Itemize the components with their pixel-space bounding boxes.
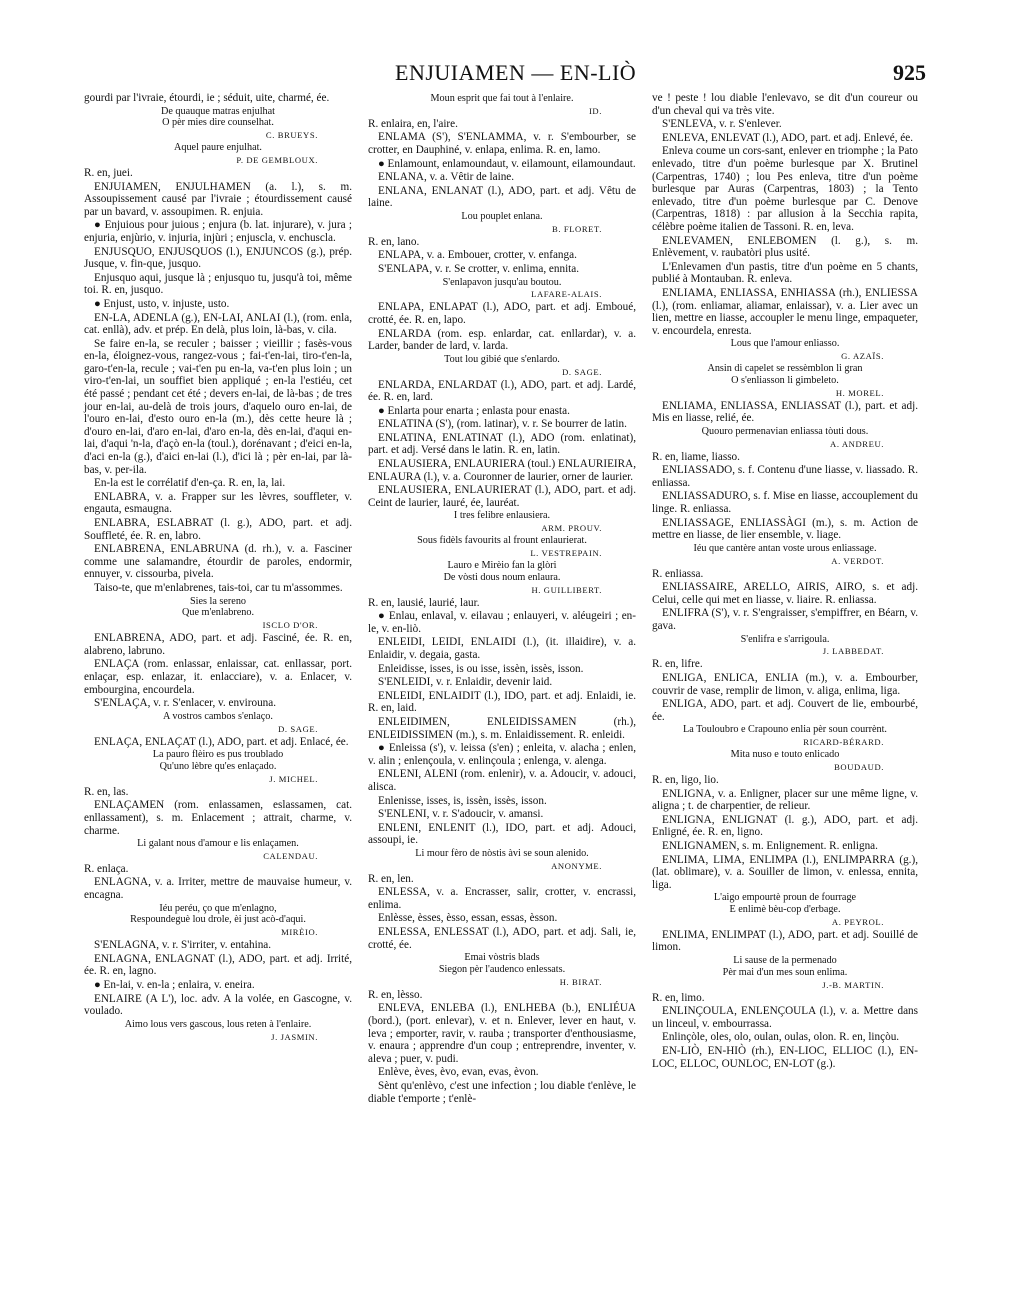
dictionary-entry: ENLEIDI, LEIDI, ENLAIDI (l.), (it. illaidire), v. a. Enlaidir, v. degaia, gasta. [368,636,636,661]
dictionary-entry: S'ENLAPA, v. r. Se crotter, v. enlima, ennita. [378,262,580,275]
dictionary-entry: ● Enlarta pour enarta ; enlasta pour enasta. [378,404,570,417]
dictionary-entry: R. en, las. [84,785,129,798]
column-left [84,92,352,1044]
dictionary-entry: ENLIASSADO, s. f. Contenu d'une liasse, v. liassado. R. enliassa. [652,464,918,489]
quotation [368,952,636,976]
quotation [84,106,352,130]
dictionary-entry: ENJUSQUO, ENJUSQUOS (l.), ENJUNCOS (g.), prép. Jusque, v. fin-que, jusquo. [84,245,352,271]
quotation-author: G. AZAÏS. [841,351,884,362]
quotation-line: Li galant nous d'amour e lis enlaçamen. [137,838,299,850]
quotation-line: La pauro flèiro es pus troublado [152,749,284,761]
dictionary-entry: S'ENLAGNA, v. r. S'irriter, v. entahina. [94,939,272,952]
dictionary-entry: EN-LIÒ, EN-HIÒ (rh.), EN-LIOC, ELLIOC (l.), EN-LOC, ELLOC, OUNLOC, EN-LOT (g.). [652,1045,918,1070]
dictionary-entry: ENLAPA, ENLAPAT (l.), ADO, part. et adj. Emboué, crotté, ée. R. en, lapo. [368,301,636,326]
quotation [368,510,636,522]
quotation [652,955,918,979]
dictionary-entry: ENLABRA, v. a. Frapper sur les lèvres, souffleter, v. engauta, esmaugna. [84,490,352,516]
quotation [652,338,918,350]
quotation-author: RICARD-BÉRARD. [803,737,884,748]
dictionary-entry: S'ENLEVA, v. r. S'enlever. [662,118,782,131]
quotation-line: Sies la sereno [189,595,247,607]
dictionary-entry: gourdi par l'ivraie, étourdi, ie ; séduit, uite, charmé, ée. [84,92,330,104]
quotation-author: J. JASMIN. [271,1031,318,1042]
quotation-line: Lous que l'amour enliasso. [730,338,840,350]
quotation-author: MIRÈIO. [281,927,318,938]
dictionary-entry: ● Enlau, enlaval, v. eilavau ; enlauyeri, v. aléugeiri ; en-le, v. en-liò. [368,610,636,635]
quotation-line: Mita nuso e touto enlicado [730,749,840,761]
dictionary-entry: R. en, liame, liasso. [652,450,740,463]
quotation [652,749,918,761]
quotation-author: A. ANDREU. [830,438,884,449]
dictionary-entry: ENLABRENA, ADO, part. et adj. Fasciné, ée. R. en, alabreno, labruno. [84,632,352,657]
dictionary-entry: ENLABRENA, ENLABRUNA (d. rh.), v. a. Fasciner comme une salamandre, étourdir de paroles, endormir, ennuyer, v. cissourba, pivela. [84,543,352,581]
dictionary-entry: ENLIMA, ENLIMPAT (l.), ADO, part. et adj. Souillé de limon. [652,928,918,954]
dictionary-entry: ENLENI, ENLENIT (l.), IDO, part. et adj. Adouci, assoupi, ie. [368,821,636,847]
dictionary-entry: ENLIASSAGE, ENLIASSÀGI (m.), s. m. Action de mettre en liasse, de lier ensemble, v. liage. [652,516,918,542]
dictionary-entry: ● Enlamount, enlamoundaut, v. eilamount, eilamoundaut. [378,157,636,170]
dictionary-entry: R. en, lifre. [652,658,703,671]
dictionary-entry: Enjusquo aqui, jusque là ; enjusquo tu, jusqu'à toi, même toi. R. en, jusquo. [84,271,352,297]
dictionary-entry: Enlèsse, èsses, èsso, essan, essas, èsson. [378,912,558,925]
quotation [368,211,636,223]
dictionary-entry: Enlève, èves, èvo, evan, evas, èvon. [378,1066,539,1079]
quotation-author: ARM. PROUV. [541,523,602,534]
dictionary-entry: ENLANA, v. a. Vêtir de laine. [378,171,515,184]
dictionary-entry: EN-LA, ADENLA (g.), EN-LAI, ANLAI (l.), (rom. enla, cat. enllà), adv. et prép. En delà, plus loin, là-bas, v. cila. [84,311,352,337]
dictionary-entry: L'Enlevamen d'un pastis, titre d'un poème en 5 chants, publié à Montauban. R. enleva. [652,260,918,286]
dictionary-entry: Sènt qu'enlèvo, c'est une infection ; lou diable t'enlève, le diable t'emporte ; t'enlè- [368,1080,636,1105]
dictionary-entry: S'ENLEIDI, v. r. Enlaidir, devenir laid. [378,676,553,689]
dictionary-entry: R. enliassa. [652,567,704,580]
quotation-author: P. DE GEMBLOUX. [236,154,318,165]
quotation-author: H. MOREL. [835,387,884,398]
dictionary-entry: ENLIGNA, v. a. Enligner, placer sur une même ligne, v. aligna ; t. de charpentier, de relieur. [652,787,918,813]
quotation-author: D. SAGE. [562,366,602,377]
dictionary-entry: R. en, ligo, lio. [652,773,719,786]
quotation-author: C. BRUEYS. [265,130,318,141]
quotation-line: Ansin di capelet se ressèmblon li gran [707,363,863,375]
quotation [84,596,352,620]
dictionary-entry: ENLABRA, ESLABRAT (l. g.), ADO, part. et adj. Souffleté, ée. R. en, labro. [84,517,352,542]
quotation [84,749,352,773]
dictionary-entry: ENLENI, ALENI (rom. enlenir), v. a. Adoucir, v. adouci, alisca. [368,768,636,793]
column-right [652,92,918,1071]
dictionary-entry: ENLATINA, ENLATINAT (l.), ADO (rom. enlatinat), part. et adj. Versé dans le latin. R. en, latin. [368,431,636,457]
dictionary-entry: R. enlaça. [84,862,129,875]
quotation-author: BOUDAUD. [834,761,884,772]
quotation-author: L. VESTREPAIN. [530,548,602,559]
dictionary-entry: ENLIGA, ADO, part. et adj. Couvert de lie, embourbé, ée. [652,698,918,723]
quotation [84,838,352,850]
quotation-author: A. VERDOT. [831,555,884,566]
dictionary-entry: ENLAPA, v. a. Embouer, crotter, v. enfanga. [378,249,577,262]
dictionary-entry: R. en, lano. [368,235,420,248]
quotation [368,535,636,547]
quotation-line: Lauro e Mirèio fan la glòri [447,560,557,572]
quotation-line: Iéu que cantère antan voste urous enliassage. [693,542,877,554]
quotation [652,634,918,646]
quotation-line: Quouro permenavian enliassa tòuti dous. [701,425,869,437]
quotation-line: Siegon pèr l'audenco enlessats. [438,964,566,976]
dictionary-entry: ENLIASSADURO, s. f. Mise en liasse, accouplement du linge. R. enliassa. [652,490,918,516]
quotation-author: H. GUILLIBERT. [531,584,602,595]
dictionary-entry: ENLAUSIERA, ENLAURIERA (toul.) ENLAURIEIRA, ENLAURA (l.), v. a. Couronner de laurier, orner de laurier. [368,458,636,483]
quotation-line: O s'enliasson li gimbeleto. [731,374,839,386]
dictionary-entry: S'ENLENI, v. r. S'adoucir, v. amansi. [378,808,544,821]
quotation [652,543,918,555]
dictionary-entry: ENJUIAMEN, ENJULHAMEN (a. l.), s. m. Assoupissement causé par l'ivraie ; étourdissement causé par un bavard, v. assoupimen. R. enjuia. [84,180,352,218]
dictionary-entry: ENLAGNA, v. a. Irriter, mettre de mauvaise humeur, v. encagna. [84,876,352,902]
quotation-line: Qu'uno lèbre qu'es enlaçado. [159,760,277,772]
page-number: 925 [893,60,926,85]
quotation-line: Moun esprit que fai tout à l'enlaire. [430,93,574,104]
running-title: ENJUIAMEN — EN-LIÒ [395,60,637,85]
column-middle [368,92,636,1106]
dictionary-entry: ENLEIDIMEN, ENLEIDISSAMEN (rh.), ENLEIDISSIMEN (m.), s. m. Enlaidissement. R. enleidi. [368,715,636,741]
quotation-line: De vòsti dous noum enlaura. [443,571,561,583]
dictionary-entry: ENLIGNAMEN, s. m. Enlignement. R. enligna. [662,839,878,852]
dictionary-entry: R. en, lausié, laurié, laur. [368,596,480,609]
dictionary-entry: ENLEVA, ENLEBA (l.), ENLHEBA (b.), ENLIÉUA (bord.), (port. enlevar), v. et n. Enlever, lever en haut, v. leva ; emporter, ravir, v. rauba ; transporter d'enthousiasme, v. enaura ; apprendre d'un coup ; entreprendre, inventer, v. aleva ; puer, v. pudi. [368,1002,636,1065]
dictionary-entry: ENLEIDI, ENLAIDIT (l.), IDO, part. et adj. Enlaidi, ie. R. en, laid. [368,689,636,715]
quotation [84,142,352,154]
quotation-line: Aquel paure enjulhat. [174,142,262,154]
quotation-line: Li sause de la permenado [733,955,837,967]
quotation-author: H. BIRAT. [559,976,602,987]
dictionary-entry: Enleidisse, isses, is ou isse, issèn, issès, isson. [378,662,584,675]
dictionary-entry: ENLINÇOULA, ENLENÇOULA (l.), v. a. Mettre dans un linceul, v. embourrassa. [652,1005,918,1030]
dictionary-entry: ENLIMA, LIMA, ENLIMPA (l.), ENLIMPARRA (g.), (lat. oblimare), v. a. Souiller de limon, v. enlessa, ennita, liga. [652,853,918,891]
dictionary-entry: ENLAÇA, ENLAÇAT (l.), ADO, part. et adj. Enlacé, ée. [94,735,349,748]
quotation-author: D. SAGE. [278,723,318,734]
quotation-author: J.-B. MARTIN. [822,979,884,990]
dictionary-entry: ENLIAMA, ENLIASSA, ENHIASSA (rh.), ENLIESSA (l.), (rom. enliamar, aliamar, enlaissar), v. a. Lier avec un lien, mettre en liasse, accoupler le menu linge, empaqueter, v. encourdela, enresta. [652,286,918,337]
quotation-line: S'enlapavon jusqu'au boutou. [442,276,562,288]
dictionary-entry: R. en, limo. [652,991,705,1004]
quotation [84,903,352,927]
quotation [368,560,636,584]
quotation-line: Respoundeguè lou drole, èi just acò-d'aqui. [130,914,306,926]
quotation [368,354,636,366]
quotation [652,363,918,387]
dictionary-entry: ENLIFRA (S'), v. r. S'engraisser, s'empiffrer, en Béarn, v. gava. [652,607,918,632]
dictionary-entry: ENLAIRE (A L'), loc. adv. A la volée, en Gascogne, v. voulado. [84,992,352,1018]
quotation-author: ANONYME. [551,860,602,871]
dictionary-entry: ● En-lai, v. en-la ; enlaira, v. eneira. [94,979,255,992]
dictionary-entry: ENLAMA (S'), S'ENLAMMA, v. r. S'embourber, se crotter, en Dauphiné, v. enlapa, enlima. R. en, lamo. [368,131,636,156]
dictionary-entry: Enleva coume un cors-sant, enlever en triomphe ; la Pato enlevado, titre d'un poème burlesque par X. Brutinel (Carpentras, 1740) ; lou Pes enleva, titre d'un poème burlesque par Auras (Carpentras, 1803) ; la Tento enlevado, titre d'un poème burlesque par C. Denove (Carpentras, 1818) : par allusion à la Secchia rapita, célèbre poème italien de Tassoni. R. en, leva. [652,145,918,233]
dictionary-entry: ENLAGNA, ENLAGNAT (l.), ADO, part. et adj. Irrité, ée. R. en, lagno. [84,952,352,978]
quotation [652,426,918,438]
dictionary-entry: R. enlaira, en, l'aire. [368,117,458,130]
quotation-line: Iéu peréu, ço que m'enlagno, [159,902,277,914]
dictionary-entry: Enlenisse, isses, is, issèn, issès, isson. [378,794,547,807]
dictionary-entry: ENLANA, ENLANAT (l.), ADO, part. et adj. Vêtu de laine. [368,184,636,210]
dictionary-entry: ENLAUSIERA, ENLAURIERAT (l.), ADO, part. et adj. Ceint de laurier, lauré, ée, lauréat. [368,484,636,509]
dictionary-entry: ENLESSA, ENLESSAT (l.), ADO, part. et adj. Sali, ie, crotté, ée. [368,926,636,951]
dictionary-entry: ve ! peste ! lou diable l'enlevavo, se dit d'un coureur ou d'un cheval qui va très vite. [652,92,918,117]
dictionary-entry: ● Enleissa (s'), v. leissa (s'en) ; enleita, v. alacha ; enlen, v. alin ; enlençoula, v. enlinçoula ; enlenga, v. alenga. [368,742,636,767]
quotation-author: ID. [588,105,602,116]
dictionary-entry: ENLAÇAMEN (rom. enlassamen, eslassamen, cat. enllassament), s. m. Enlacement ; attrait, charme, v. charme. [84,799,352,837]
dictionary-entry: ENLATINA (S'), (rom. latinar), v. r. Se bourrer de latin. [378,418,627,431]
dictionary-entry: ENLIAMA, ENLIASSA, ENLIASSAT (l.), part. et adj. Mis en liasse, relié, ée. [652,399,918,425]
quotation-line: De quauque matras enjulhat [160,105,275,117]
quotation-line: Aimo lous vers gascous, lous reten à l'enlaire. [124,1018,312,1030]
dictionary-entry: ENLAÇA (rom. enlassar, enlaissar, cat. enllassar, port. enlaçar, esp. enlazar, it. enlacciare), v. a. Enlacer, v. embourgina, encourdela. [84,658,352,696]
dictionary-entry: Se faire en-la, se reculer ; baisser ; vieillir ; fasès-vous en-la, éloignez-vous, rangez-vous ; fai-t'en-lai, tiro-t'en-la, garo-t'en-la, recule ; vai-t'en pu en-la, va-t'en plus loin ; un viro-t'en-lai, un souffiet bien appliqué ; en-la l'estiéu, cet été passé ; pendant cet été ; devers en-lai, de là-bas ; de tres jour en-lai, au-delà de trois jours, d'aquelo ouro en-lai, de l'ouro en-lai, d'esto ouro en-la (m.), dès cette heure là ; d'ouro en-lai, d'aro en-lai, d'aro en-la, dès en-lai, d'aqui en-lai, d'aqui 'n-la, d'açò en-la (toul.), dorénavant ; d'eici en-la, d'aci en-la (g.), d'aici en-lai (l.), d'ici là ; pèr en-lai, par là-bas, v. per-ila. [84,337,352,476]
dictionary-entry: Enlinçòle, oles, olo, oulan, oulas, olon. R. en, linçòu. [662,1031,900,1044]
dictionary-entry: ENLIGA, ENLICA, ENLIA (m.), v. a. Embourber, couvrir de vase, remplir de limon, v. aliga, enlima, liga. [652,671,918,697]
dictionary-entry: ● Enjust, usto, v. injuste, usto. [94,297,230,310]
dictionary-entry: ● Enjuious pour juious ; enjura (b. lat. injurare), v. jura ; enjuria, enjùrio, v. injuria, injùri ; enjuscla, v. enchuscla. [84,219,352,244]
quotation-line: S'enlifra e s'arrigoula. [740,633,830,645]
dictionary-entry: ENLEVA, ENLEVAT (l.), ADO, part. et adj. Enlevé, ée. [662,131,914,144]
quotation-line: L'aigo empourtè proun de fourrage [713,892,857,904]
quotation-author: ISCLO D'OR. [262,620,318,631]
dictionary-entry: ENLARDA, ENLARDAT (l.), ADO, part. et adj. Lardé, ée. R. en, lard. [368,378,636,404]
quotation-line: Pèr mai d'un mes soun enlima. [722,966,848,978]
dictionary-entry: ENLESSA, v. a. Encrasser, salir, crotter, v. encrassi, enlima. [368,886,636,911]
quotation [652,724,918,736]
quotation-author: LAFARE-ALAIS. [531,289,602,300]
quotation-author: CALENDAU. [263,850,318,861]
quotation-line: La Touloubro e Crapouno enlia pèr soun courrènt. [683,724,887,736]
quotation-author: J. MICHEL. [269,773,318,784]
quotation-line: Lou pouplet enlana. [461,210,543,222]
quotation-line: E enlimè bèu-cop d'erbage. [729,904,841,916]
quotation-line: Que m'enlabreno. [182,607,254,619]
quotation [368,848,636,860]
quotation [84,711,352,723]
quotation-author: A. PEYROL. [831,916,884,927]
dictionary-entry: En-la est le corrélatif d'en-ça. R. en, la, lai. [94,477,286,490]
dictionary-entry: R. en, juei. [84,166,133,179]
quotation-line: Li mour fèro de nòstis àvi se soun alenido. [415,847,589,859]
page-header [0,60,1024,90]
quotation [368,93,636,105]
quotation [84,1019,352,1031]
quotation-line: I tres felibre enlausiera. [453,510,551,522]
dictionary-entry: ENLEVAMEN, ENLEBOMEN (l. g.), s. m. Enlèvement, v. raubatòri plus usité. [652,234,918,260]
dictionary-entry: ENLIGNA, ENLIGNAT (l. g.), ADO, part. et adj. Enligné, ée. R. en, ligno. [652,813,918,839]
dictionary-entry: R. en, len. [368,872,414,885]
dictionary-entry: ENLARDA (rom. esp. enlardar, cat. enllardar), v. a. Larder, bander de lard, v. larda. [368,327,636,353]
quotation-line: A vostros cambos s'enlaço. [163,710,273,722]
quotation [652,892,918,916]
quotation-author: B. FLORET. [551,223,602,234]
quotation-line: Emai vòstris blads [464,952,540,964]
quotation-line: O pèr mies dire counselhat. [162,117,274,129]
dictionary-entry: Taiso-te, que m'enlabrenes, tais-toi, car tu m'assommes. [94,581,343,594]
quotation-author: J. LABBEDAT. [822,646,884,657]
quotation-line: Sous fidèls favourits al frount enlaurierat. [417,535,587,547]
quotation [368,277,636,289]
dictionary-entry: ENLIASSAIRE, ARELLO, AIRIS, AIRO, s. et adj. Celui, celle qui met en liasse, v. liaire. R. enliassa. [652,581,918,606]
dictionary-entry: R. en, lèsso. [368,988,423,1001]
quotation-line: Tout lou gibié que s'enlardo. [444,353,560,365]
dictionary-entry: S'ENLAÇA, v. r. S'enlacer, v. envirouna. [94,697,277,710]
